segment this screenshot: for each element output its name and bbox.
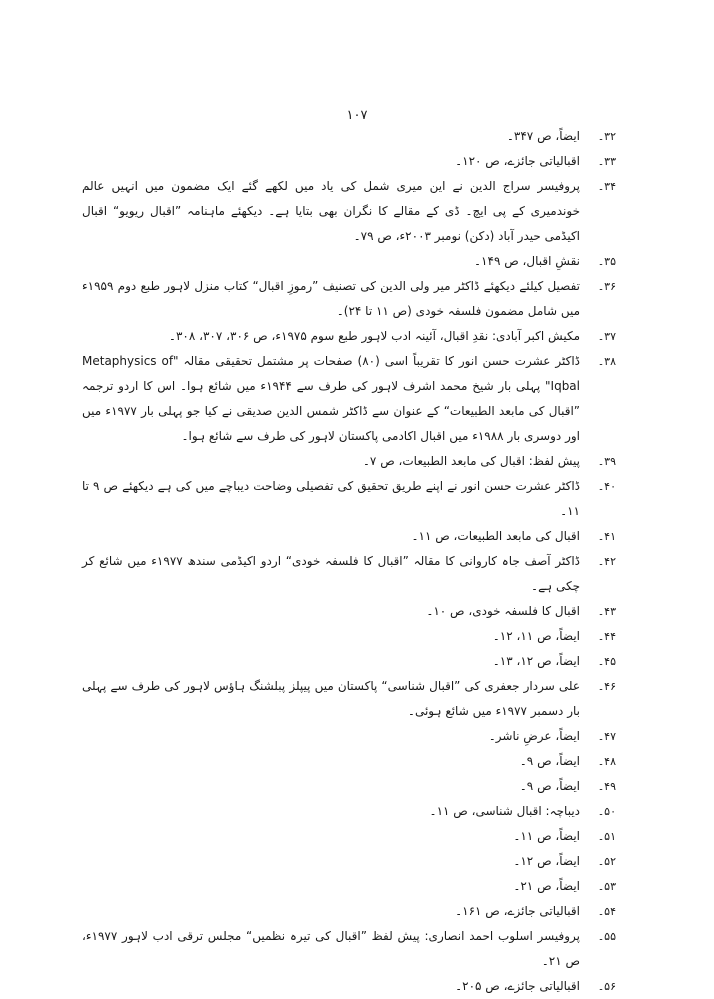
footnote-46 [82,674,622,724]
footnote-text: پروفیسر اسلوب احمد انصاری: پیش لفظ ”اقبال کی تیرہ نظمیں“ مجلس ترقی ادب لاہور ۱۹۷۷ء، ص ۲۱۔ [82,929,580,968]
footnote-48 [82,749,622,774]
footnote-number: ۴۴۔ [597,630,616,643]
footnote-55 [82,924,622,974]
footnote-37 [82,324,622,349]
footnote-40 [82,474,622,524]
footnote-text: اقبالیاتی جائزے، ص ۲۰۵۔ [455,979,580,993]
page-number: ۱۰۷ [346,108,368,123]
footnote-38 [82,349,622,449]
footnote-33 [82,149,622,174]
footnote-text: پیش لفظ: اقبال کی مابعد الطبیعات، ص ۷۔ [362,454,580,468]
footnote-42 [82,549,622,599]
footnote-text: ایضاً، ص ۳۴۷۔ [506,129,580,143]
footnote-52 [82,849,622,874]
footnote-text: دیباچہ: اقبال شناسی، ص ۱۱۔ [429,804,580,818]
footnote-56 [82,974,622,999]
footnote-text: ڈاکٹر عشرت حسن انور کا تقریباً اسی (۸۰) صفحات پر مشتمل تحقیقی مقالہ "Metaphysics of Iqbal" پہلی بار شیخ محمد اشرف لاہور کی طرف سے ۱۹۴۴ء میں شائع ہوا۔ اس کا اردو ترجمہ ”اقبال کی مابعد الطبیعات“ کے عنوان سے ڈاکٹر شمس الدین صدیقی نے کیا جو پہلی بار ۱۹۷۷ء میں اور دوسری بار ۱۹۸۸ء میں اقبال اکادمی پاکستان لاہور کی طرف سے شائع ہوا۔ [82,354,580,443]
footnote-44 [82,624,622,649]
footnote-text: ایضاً، ص ۱۱، ۱۲۔ [492,629,580,643]
footnote-text: ڈاکٹر آصف جاہ کاروانی کا مقالہ ”اقبال کا فلسفہ خودی“ اردو اکیڈمی سندھ ۱۹۷۷ء میں شائع کر چکی ہے۔ [82,554,581,593]
footnote-54 [82,899,622,924]
footnote-number: ۴۹۔ [597,780,616,793]
footnote-36 [82,274,622,324]
footnote-text: ایضاً، ص ۹۔ [519,754,580,768]
footnote-34 [82,174,622,249]
footnote-number: ۳۵۔ [597,255,616,268]
footnote-text: اقبالیاتی جائزے، ص ۱۲۰۔ [455,154,580,168]
footnote-number: ۴۲۔ [597,555,616,568]
footnote-number: ۴۵۔ [597,655,616,668]
footnote-text: ایضاً، ص ۱۲۔ [513,854,580,868]
footnote-number: ۳۷۔ [597,330,616,343]
footnote-number: ۵۴۔ [597,905,616,918]
footnote-number: ۳۳۔ [597,155,616,168]
footnote-text: تفصیل کیلئے دیکھئے ڈاکٹر میر ولی الدین کی تصنیف ”رموزِ اقبال“ کتاب منزل لاہور طبع دوم ۱۹۵۹ء میں شامل مضمون فلسفہ خودی (ص ۱۱ تا ۲۴)۔ [82,279,580,318]
footnote-text: مکیش اکبر آبادی: نقدِ اقبال، آئینہ ادب لاہور طبع سوم ۱۹۷۵ء، ص ۳۰۶، ۳۰۷، ۳۰۸۔ [168,329,580,343]
footnote-53 [82,874,622,899]
footnote-50 [82,799,622,824]
footnote-text: ایضاً، ص ۱۲، ۱۳۔ [492,654,580,668]
footnote-39 [82,449,622,474]
footnote-number: ۳۸۔ [597,355,616,368]
footnote-35 [82,249,622,274]
footnote-number: ۳۴۔ [597,180,616,193]
footnote-text: ڈاکٹر عشرت حسن انور نے اپنے طریق تحقیق کی تفصیلی وضاحت دیباچے میں کی ہے دیکھئے ص ۹ تا ۱۱۔ [82,479,581,518]
footnote-number: ۳۶۔ [597,280,616,293]
footnote-45 [82,649,622,674]
footnote-text: پروفیسر سراج الدین نے این میری شمل کی یاد میں لکھے گئے ایک مضمون میں انہیں عالم خوندمیری کے پی ایچ۔ ڈی کے مقالے کا نگران بھی بتایا ہے۔ دیکھئے ماہنامہ ”اقبال ریویو“ اقبال اکیڈمی حیدر آباد (دکن) نومبر ۲۰۰۳ء، ص ۷۹۔ [82,179,580,243]
footnote-text: ایضاً، ص ۲۱۔ [513,879,580,893]
footnote-51 [82,824,622,849]
footnote-text: اقبال کا فلسفہ خودی، ص ۱۰۔ [426,604,580,618]
footnote-43 [82,599,622,624]
footnote-text: اقبال کی مابعد الطبیعات، ص ۱۱۔ [411,529,580,543]
footnote-text: ایضاً، ص ۱۱۔ [513,829,580,843]
footnote-number: ۴۳۔ [597,605,616,618]
footnote-text: اقبالیاتی جائزے، ص ۱۶۱۔ [455,904,580,918]
footnote-number: ۴۷۔ [597,730,616,743]
footnote-text: ایضاً، عرضِ ناشر۔ [488,729,580,743]
footnote-number: ۳۲۔ [597,130,616,143]
footnotes-list [82,124,622,999]
footnote-number: ۵۳۔ [597,880,616,893]
footnote-32 [82,124,622,149]
footnote-number: ۵۶۔ [597,980,616,993]
footnote-number: ۵۰۔ [597,805,616,818]
footnote-47 [82,724,622,749]
footnote-number: ۴۰۔ [597,480,616,493]
footnote-text: علی سردار جعفری کی ”اقبال شناسی“ پاکستان میں پیپلز پبلشنگ ہاؤس لاہور کی طرف سے پہلی بار دسمبر ۱۹۷۷ء میں شائع ہوئی۔ [82,679,580,718]
footnote-number: ۵۵۔ [597,930,616,943]
footnote-49 [82,774,622,799]
footnote-number: ۳۹۔ [597,455,616,468]
footnote-text: ایضاً، ص ۹۔ [519,779,580,793]
footnote-number: ۵۲۔ [597,855,616,868]
footnote-text: نقشِ اقبال، ص ۱۴۹۔ [474,254,580,268]
footnote-number: ۴۸۔ [597,755,616,768]
footnote-41 [82,524,622,549]
footnote-number: ۴۱۔ [597,530,616,543]
footnote-number: ۵۱۔ [597,830,616,843]
footnote-number: ۴۶۔ [597,680,616,693]
